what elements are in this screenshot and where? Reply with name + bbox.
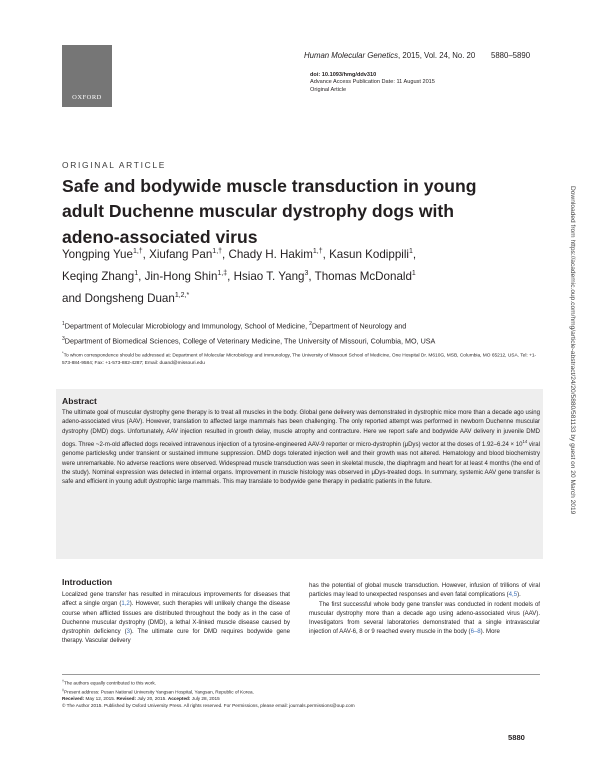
section-label: ORIGINAL ARTICLE xyxy=(62,160,166,170)
affiliations xyxy=(62,318,542,348)
body-column-right xyxy=(309,582,540,638)
author-list: Yongping Yue$^{1,\dagger}$, Xiufang Pan$^{1,\dagger}$, Chady H. Hakim$^{1,\dagger}$, Kasun Kodippili$^1$, Keqing Zhang$^1$, Jin-Hong Shin$^{1,\ddagger}$, Hsiao T. Yang$^3$, Thomas McDonald$^1$ and Dongsheng Duan$^{1,2,*}$ xyxy=(62,247,417,305)
abstract-heading: Abstract xyxy=(62,396,97,406)
affiliation-line: $^1$Department of Molecular Microbiology and Immunology, School of Medicine, $^2$Department of Neurology and xyxy=(62,321,407,331)
correspondence-note: *To whom correspondence should be addressed at: Department of Molecular Microbiology and Immunology, The University of Missouri School of Medicine, One Hospital Dr. M610G, MSB, Columbia, MO 65212, USA. Tel: +1-573-884-9584; Fax: +1-573-882-4287; Email: duand@missouri.edu xyxy=(62,350,537,366)
article-type: Original Article xyxy=(310,86,347,93)
footnotes xyxy=(62,678,540,710)
introduction-heading: Introduction xyxy=(62,577,113,587)
paragraph: The first successful whole body gene transfer was conducted in rodent models of muscular dystrophy more than a decade ago using adeno-associated virus (AAV). Investigators from several laboratories demonstrated that a single intravascular injection of AAV-6, 8 or 9 reached every muscle in the body (6–8). More xyxy=(309,601,540,636)
journal-name: Human Molecular Genetics xyxy=(304,51,399,60)
author[interactable]: Jin-Hong Shin$^{1,\ddagger}$ xyxy=(144,269,228,283)
footnote: †The authors equally contributed to this work. xyxy=(62,679,156,686)
doi-link[interactable]: doi: 10.1093/hmg/ddv310 xyxy=(310,72,377,78)
footnote-divider xyxy=(62,674,540,675)
footnote: ‡Present address: Pusan National University Yangsan Hospital, Yangsan, Republic of Korea. xyxy=(62,687,254,695)
logo-text: OXFORD xyxy=(72,94,102,101)
author[interactable]: Keqing Zhang$^1$ xyxy=(62,269,139,283)
journal-citation xyxy=(304,51,475,60)
journal-volume: , 2015, Vol. 24, No. 20 xyxy=(398,51,476,60)
article-title: Safe and bodywide muscle transduction in young adult Duchenne muscular dystrophy dogs with adeno-associated virus xyxy=(62,176,477,247)
history-dates: Received: May 12, 2015. Revised: July 20, 2015. Accepted: July 28, 2015 xyxy=(62,696,220,702)
page-number: 5880 xyxy=(508,733,525,742)
author[interactable]: Dongsheng Duan$^{1,2,*}$ xyxy=(84,291,190,305)
abstract-text: The ultimate goal of muscular dystrophy gene therapy is to treat all muscles in the body. Global gene delivery was demonstrated in dystrophic mice more than a decade ago using adeno-associated virus (AAV). However, translation to affected large mammals has been challenging. The only reported attempt was performed in newborn Duchenne muscular dystrophy (DMD) dogs. Unfortunately, AAV injection resulted in growth delay, muscle atrophy and contracture. Here we report safe and bodywide AAV delivery in juvenile DMD dogs. Three ~2-m-old affected dogs received intravenous injection of a tyrosine-engineered AAV-9 reporter or micro-dystrophin (μDys) vector at the doses of $1.92-6.24 \times 10^{14}$ viral genome particles/kg under transient or sustained immune suppression. DMD dogs tolerated injection well and their growth was not altered. Hematology and blood biochemistry were unremarkable. No adverse reactions were observed. Widespread muscle transduction was seen in skeletal muscle, the diaphragm and heart for at least 4 months (the end of the study). Nominal expression was detected in internal organs. Improvement in muscle histology was observed in μDys-treated dogs. In summary, systemic AAV gene transfer is safe and efficient in young adult dystrophic large mammals. This may translate to bodywide gene therapy in pediatric patients in the future. xyxy=(62,410,540,486)
author[interactable]: Yongping Yue$^{1,\dagger}$ xyxy=(62,247,143,261)
article-meta xyxy=(310,72,435,94)
download-watermark-text[interactable]: Downloaded from https://academic.oup.com/hmg/article-abstract/24/20/5880/581133 by guest on 20 March 2019 xyxy=(569,186,576,515)
author[interactable]: Chady H. Hakim$^{1,\dagger}$ xyxy=(228,247,323,261)
page-range: 5880–5890 xyxy=(491,51,531,60)
citation-link[interactable]: 3 xyxy=(126,629,131,636)
author[interactable]: Hsiao T. Yang$^3$ xyxy=(233,269,309,283)
author[interactable]: Kasun Kodippili$^1$ xyxy=(329,247,413,261)
oxford-logo[interactable] xyxy=(62,45,112,107)
citation-link[interactable]: 6–8 xyxy=(470,629,481,636)
advance-access-date: Advance Access Publication Date: 11 August 2015 xyxy=(310,79,435,86)
body-column-left: Localized gene transfer has resulted in miraculous improvements for diseases that affect a single organ (1,2). However, such therapies will unlikely change the disease course when afflicted tissues are distributed throughout the body as in the case of Duchenne muscular dystrophy (DMD), a lethal X-linked muscle disease caused by dystrophin deficiency (3). The ultimate cure for DMD requires bodywide gene therapy. Vascular delivery xyxy=(62,592,291,645)
author[interactable]: Xiufang Pan$^{1,\dagger}$ xyxy=(149,247,223,261)
citation-link[interactable]: 4,5 xyxy=(508,592,518,599)
copyright-notice: © The Author 2015. Published by Oxford University Press. All rights reserved. For Permissions, please email: journals.permissions@oup.com xyxy=(62,703,355,709)
affiliation-line: $^3$Department of Biomedical Sciences, College of Veterinary Medicine, The University of Missouri, Columbia, MO, USA xyxy=(62,335,436,346)
paragraph: has the potential of global muscle transduction. However, infusion of trillions of viral particles may lead to unexpected responses and even fatal complications (4,5). xyxy=(309,583,540,599)
author[interactable]: Thomas McDonald$^1$ xyxy=(314,269,416,283)
citation-link[interactable]: 1,2 xyxy=(121,601,130,608)
